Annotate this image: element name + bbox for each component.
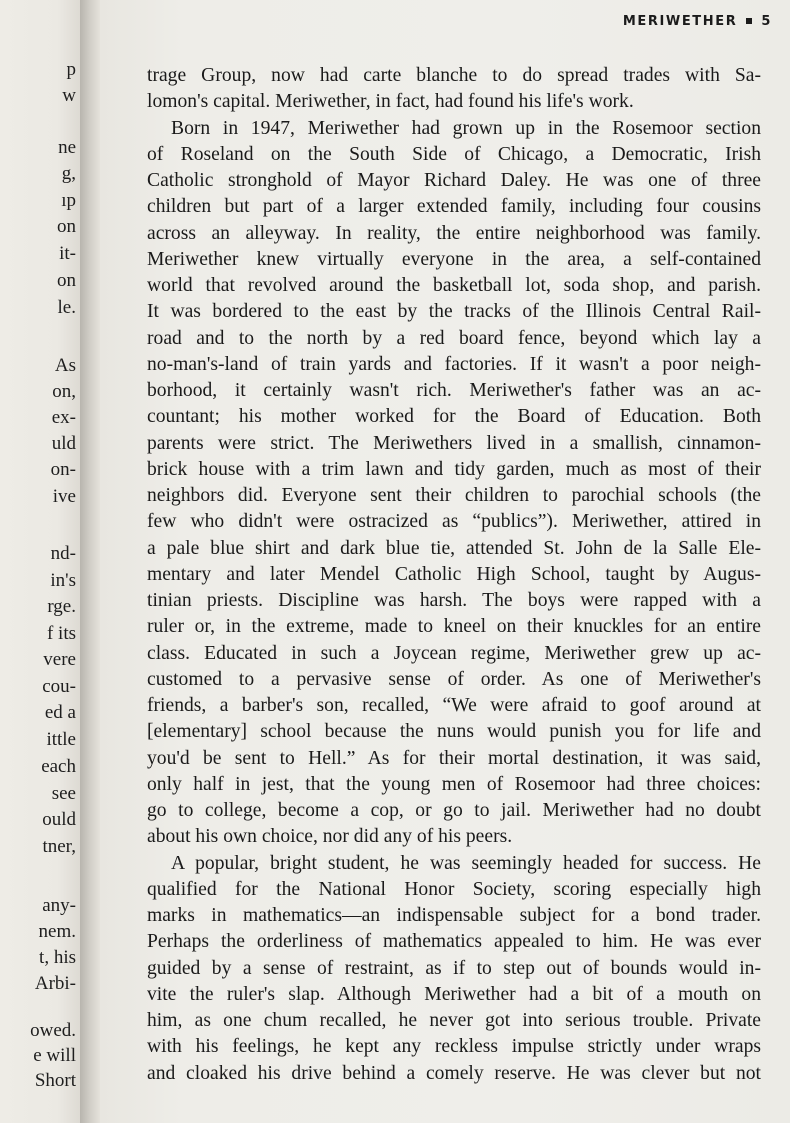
text-line: mentary and later Mendel Catholic High School, taught by Augus- <box>147 563 761 585</box>
text-line: countant; his mother worked for the Board of Education. Both <box>147 406 761 428</box>
text-line: go to college, become a cop, or go to jail. Meriwether had no doubt <box>147 800 761 821</box>
facing-page-fragment: As <box>54 355 76 376</box>
facing-page-fragment: on, <box>52 381 76 402</box>
text-line: you'd be sent to Hell.” As for their mortal destination, it was said, <box>147 747 761 769</box>
facing-page-fragment: each <box>41 756 76 777</box>
text-line: of Roseland on the South Side of Chicago, a Democratic, Irish <box>147 143 761 165</box>
text-line: Meriwether knew virtually everyone in the area, a self-contained <box>147 248 761 270</box>
text-line: parents were strict. The Meriwethers lived in a smallish, cinnamon- <box>147 432 761 454</box>
text-line: world that revolved around the basketball lot, soda shop, and parish. <box>147 275 761 296</box>
text-line: a pale blue shirt and dark blue tie, attended St. John de la Salle Ele- <box>147 537 761 559</box>
text-line: about his own choice, nor did any of his peers. <box>147 826 513 848</box>
facing-page-fragment: ould <box>42 809 76 830</box>
facing-page <box>0 0 82 1123</box>
facing-page-fragment: vere <box>43 649 76 670</box>
facing-page-fragment: Arbi- <box>34 973 76 994</box>
text-line: marks in mathematics—an indispensable subject for a bond trader. <box>147 905 761 926</box>
facing-page-fragment: it- <box>59 243 76 264</box>
text-line: neighbors did. Everyone sent their children to parochial schools (the <box>147 485 761 506</box>
facing-page-fragment: ne <box>58 137 76 158</box>
text-line: tinian priests. Discipline was harsh. The boys were rapped with a <box>147 590 761 611</box>
facing-page-fragment: p <box>66 59 76 80</box>
facing-page-fragment: nd- <box>50 543 76 564</box>
facing-page-fragment: g, <box>61 163 76 184</box>
text-line: children but part of a larger extended family, including four cousins <box>147 196 761 218</box>
facing-page-fragment: ittle <box>46 729 76 750</box>
facing-page-fragment: any- <box>42 895 76 916</box>
facing-page-fragment: nem. <box>38 921 76 942</box>
text-line: road and to the north by a red board fence, beyond which lay a <box>147 327 761 349</box>
text-line: no-man's-land of train yards and factories. If it wasn't a poor neigh- <box>147 353 761 375</box>
text-line: him, as one chum recalled, he never got into serious trouble. Private <box>147 1010 761 1031</box>
running-head-title: MERIWETHER <box>622 14 738 29</box>
text-line: across an alleyway. In reality, the entire neighborhood was family. <box>147 222 761 244</box>
text-line: Perhaps the orderliness of mathematics appealed to him. He was ever <box>147 931 761 953</box>
text-line: qualified for the National Honor Society, scoring especially high <box>147 878 761 900</box>
text-line: and cloaked his drive behind a comely reserve. He was clever but not <box>147 1062 761 1084</box>
facing-page-fragment: w <box>62 85 76 106</box>
facing-page-fragment: on- <box>50 459 76 480</box>
text-line: borhood, it certainly wasn't rich. Meriwether's father was an ac- <box>147 380 761 401</box>
text-line: friends, a barber's son, recalled, “We were afraid to goof around at <box>147 695 761 716</box>
text-line: with his feelings, he kept any reckless impulse strictly under wraps <box>147 1036 761 1058</box>
page-number: 5 <box>761 14 772 29</box>
running-head <box>623 14 772 29</box>
text-line: Catholic stronghold of Mayor Richard Daley. He was one of three <box>147 170 761 191</box>
facing-page-fragment: tner, <box>42 836 76 857</box>
facing-page-fragment: see <box>51 783 76 804</box>
facing-page-fragment: e will <box>33 1045 76 1066</box>
text-line: guided by a sense of restraint, as if to step out of bounds would in- <box>147 957 761 979</box>
text-line: It was bordered to the east by the tracks of the Illinois Central Rail- <box>147 301 761 323</box>
facing-page-fragment: rge. <box>47 596 76 617</box>
facing-page-fragment: owed. <box>30 1020 76 1041</box>
facing-page-fragment: ıp <box>61 190 76 211</box>
facing-page-fragment: t, his <box>39 947 76 968</box>
facing-page-fragment: in's <box>50 570 76 591</box>
text-line: only half in jest, that the young men of Rosemoor had three choices: <box>147 773 761 795</box>
facing-page-fragment: le. <box>57 297 76 318</box>
running-head-separator-icon <box>746 18 752 24</box>
text-line: class. Educated in such a Joycean regime, Meriwether grew up ac- <box>147 642 761 664</box>
facing-page-fragment: cou- <box>42 676 76 697</box>
text-line: vite the ruler's slap. Although Meriwether had a bit of a mouth on <box>147 983 761 1005</box>
facing-page-fragment: on <box>57 270 76 291</box>
text-line: [elementary] school because the nuns would punish you for life and <box>147 721 761 743</box>
facing-page-fragment: on <box>57 216 76 237</box>
body-text <box>147 63 761 1087</box>
text-line: A popular, bright student, he was seemingly headed for success. He <box>171 852 761 874</box>
text-line: few who didn't were ostracized as “publics”). Meriwether, attired in <box>147 511 761 533</box>
text-line: customed to a pervasive sense of order. As one of Meriwether's <box>147 668 761 690</box>
text-line: ruler or, in the extreme, made to kneel on their knuckles for an entire <box>147 616 761 638</box>
page <box>100 0 790 1123</box>
text-line: Born in 1947, Meriwether had grown up in the Rosemoor section <box>171 117 761 139</box>
text-line: lomon's capital. Meriwether, in fact, had found his life's work. <box>147 91 634 113</box>
text-line: brick house with a trim lawn and tidy garden, much as most of their <box>147 458 761 480</box>
facing-page-fragment: Short <box>34 1070 76 1091</box>
text-line: trage Group, now had carte blanche to do spread trades with Sa- <box>147 65 761 86</box>
facing-page-fragment: ed a <box>44 702 76 723</box>
facing-page-fragment: uld <box>51 433 76 454</box>
facing-page-fragment: ex- <box>51 407 76 428</box>
facing-page-fragment: ive <box>52 486 76 507</box>
facing-page-fragment: f its <box>46 623 76 644</box>
